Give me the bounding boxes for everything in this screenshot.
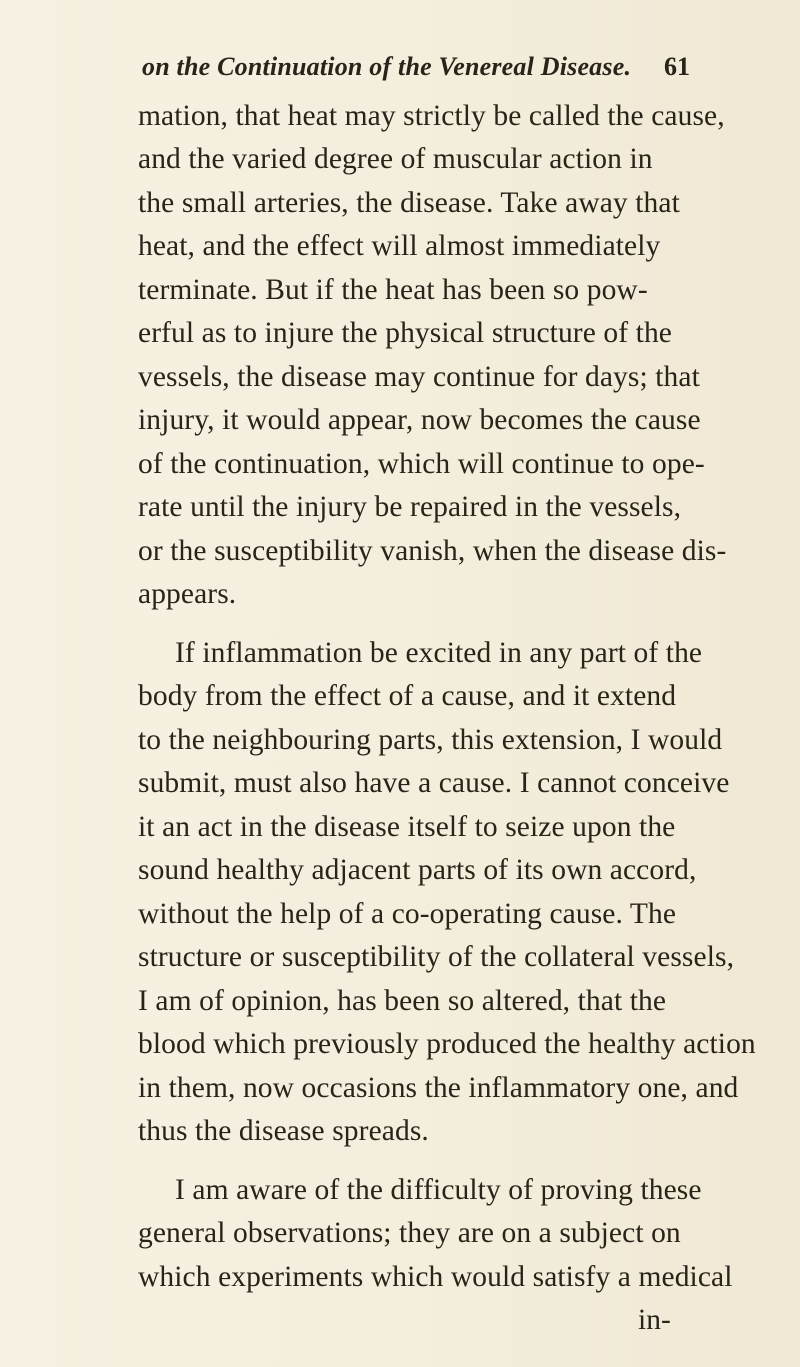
text-line: rate until the injury be repaired in the vessels, <box>138 491 682 523</box>
text-line: blood which previously produced the healthy action <box>138 1028 756 1060</box>
text-line: vessels, the disease may continue for days; that <box>138 361 700 393</box>
text-line: thus the disease spreads. <box>138 1115 429 1147</box>
text-line: it an act in the disease itself to seize upon the <box>138 811 676 843</box>
text-line: injury, it would appear, now becomes the cause <box>138 404 701 436</box>
text-line: mation, that heat may strictly be called the cause, <box>138 100 725 132</box>
text-line: submit, must also have a cause. I cannot conceive <box>138 767 730 799</box>
text-line: I am of opinion, has been so altered, that the <box>138 985 667 1017</box>
text-line: and the varied degree of muscular action in <box>138 143 653 175</box>
text-line: sound healthy adjacent parts of its own accord, <box>138 854 697 886</box>
text-line: general observations; they are on a subject on <box>138 1217 681 1249</box>
text-line: without the help of a co-operating cause. The <box>138 898 677 930</box>
text-line: structure or susceptibility of the collateral vessels, <box>138 941 735 973</box>
text-line: If inflammation be excited in any part of the <box>175 637 703 669</box>
text-line: in them, now occasions the inflammatory one, and <box>138 1072 739 1104</box>
text-line: I am aware of the difficulty of proving these <box>175 1174 702 1206</box>
text-line: body from the effect of a cause, and it extend <box>138 680 677 712</box>
text-line: or the susceptibility vanish, when the disease dis- <box>138 535 727 567</box>
text-line: appears. <box>138 578 237 610</box>
catchword: in- <box>638 1304 671 1336</box>
text-line: to the neighbouring parts, this extension, I would <box>138 724 723 756</box>
text-line: which experiments which would satisfy a medical <box>138 1261 733 1293</box>
text-line: of the continuation, which will continue to ope- <box>138 448 705 480</box>
page-number: 61 <box>664 52 690 81</box>
text-line: erful as to injure the physical structure of the <box>138 317 672 349</box>
running-head: on the Continuation of the Venereal Disease. <box>142 52 632 81</box>
text-line: terminate. But if the heat has been so pow- <box>138 274 648 306</box>
text-line: heat, and the effect will almost immediately <box>138 230 661 262</box>
text-line: the small arteries, the disease. Take away that <box>138 187 680 219</box>
